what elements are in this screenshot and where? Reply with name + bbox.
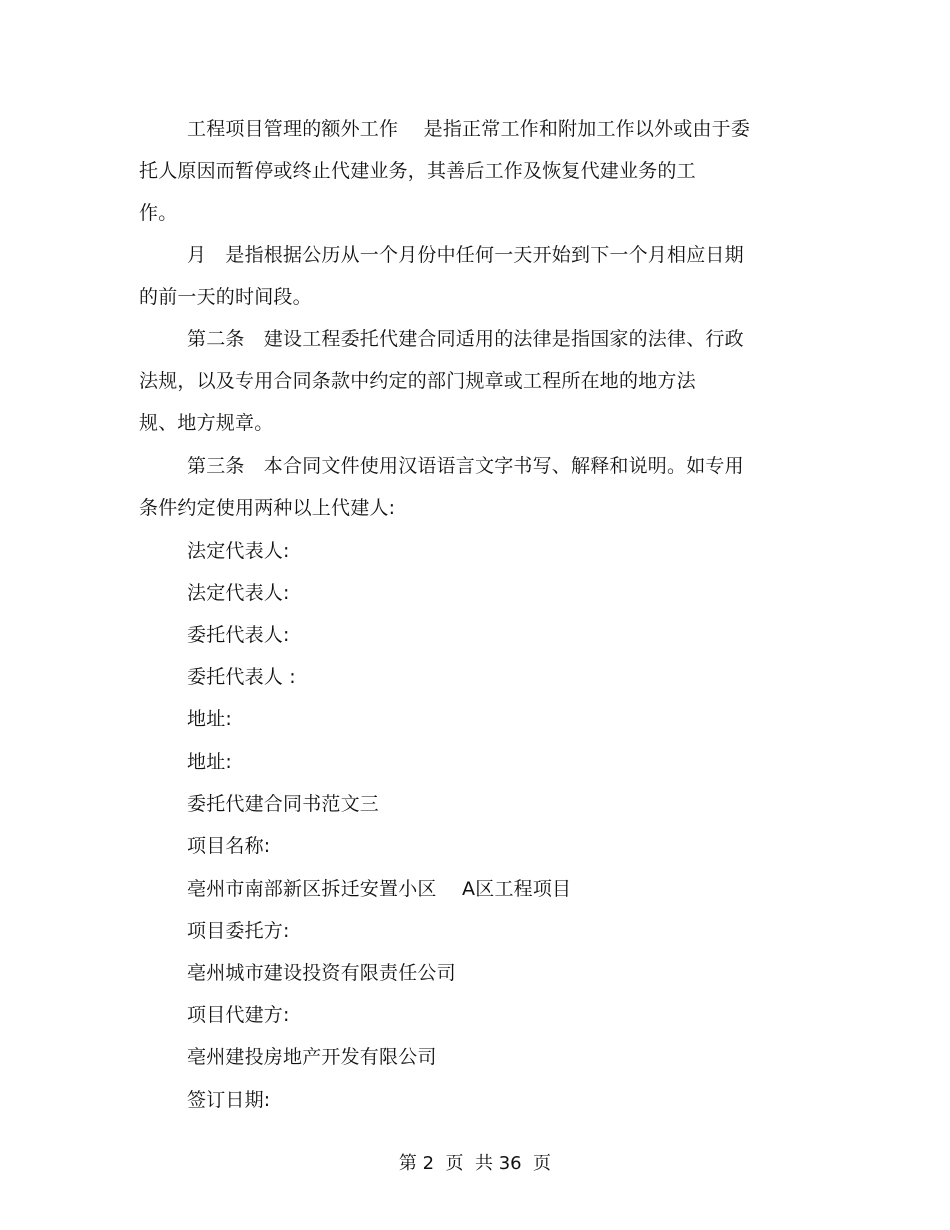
text-line: 法定代表人: [187,582,290,604]
text-line: 项目名称: [187,835,271,857]
text-line: 亳州城市建设投资有限责任公司 [187,962,456,984]
text-line: 亳州市南部新区拆迁安置小区 A区工程项目 [187,878,572,900]
text-line: 的前一天的时间段。 [139,286,312,308]
text-line: 规、地方规章。 [139,412,274,434]
text-line: 委托代建合同书范文三 [187,793,380,815]
text-line: 第三条 本合同文件使用汉语语言文字书写、解释和说明。如专用 [187,455,744,477]
text-line: 作。 [139,202,178,224]
text-line: 地址: [187,708,233,730]
text-line: 签订日期: [187,1089,271,1111]
text-line: 条件约定使用两种以上代建人: [139,497,396,519]
text-line: 工程项目管理的额外工作 是指正常工作和附加工作以外或由于委 [187,118,751,140]
text-line: 月 是指根据公历从一个月份中任何一天开始到下一个月相应日期 [187,244,744,266]
page-number-footer: 第 2 页 共 36 页 [398,1153,552,1174]
text-line: 委托代表人 : [187,666,296,688]
text-line: 项目代建方: [187,1004,290,1026]
text-line: 地址: [187,751,233,773]
text-line: 法规，以及专用合同条款中约定的部门规章或工程所在地的地方法 [139,370,696,392]
text-line: 项目委托方: [187,920,290,942]
text-line: 托人原因而暂停或终止代建业务，其善后工作及恢复代建业务的工 [139,160,696,182]
text-line: 第二条 建设工程委托代建合同适用的法律是指国家的法律、行政 [187,328,744,350]
text-line: 亳州建投房地产开发有限公司 [187,1046,437,1068]
text-line: 委托代表人: [187,624,290,646]
text-line: 法定代表人: [187,540,290,562]
